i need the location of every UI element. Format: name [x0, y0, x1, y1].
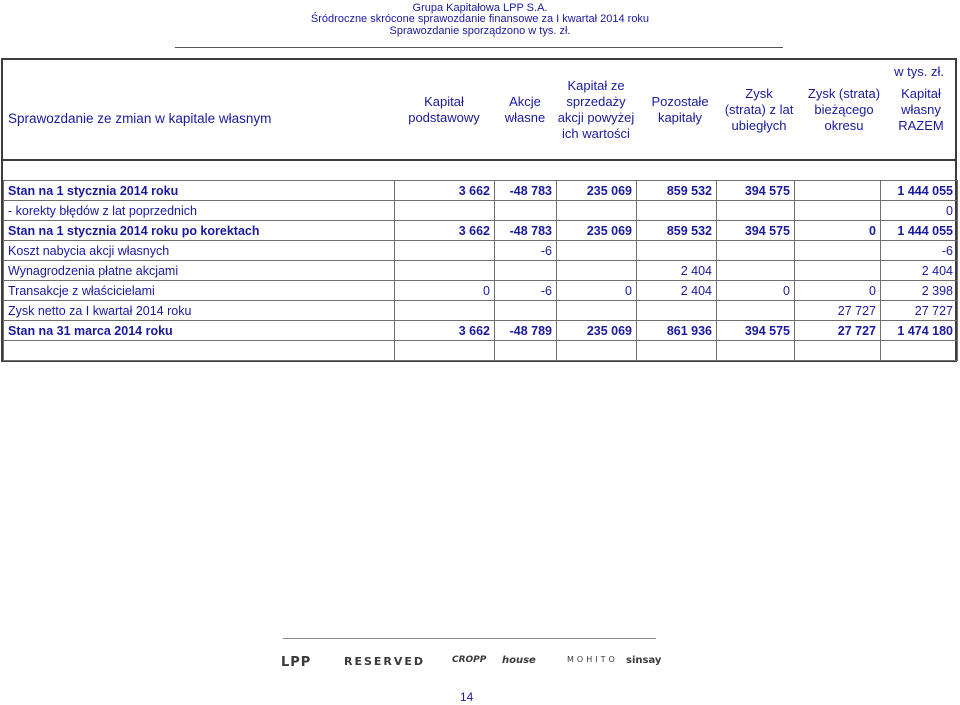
report-subtitle: Śródroczne skrócone sprawozdanie finansowe za I kwartał 2014 roku	[310, 13, 650, 25]
empty-cell	[637, 341, 717, 361]
cell-value	[717, 301, 795, 321]
empty-cell	[557, 341, 637, 361]
row-label: Transakcje z właścicielami	[4, 281, 395, 301]
cell-value	[637, 241, 717, 261]
cell-value	[717, 241, 795, 261]
cell-value: 0	[557, 281, 637, 301]
cell-value: 27 727	[795, 301, 881, 321]
col-header-share-capital: Kapitał podstawowy	[408, 94, 480, 125]
cell-value: -6	[881, 241, 958, 261]
cell-value	[717, 261, 795, 281]
table-row	[4, 221, 958, 241]
table-row	[4, 181, 958, 201]
reserved-logo: RESERVED	[344, 655, 426, 668]
cell-value	[395, 201, 495, 221]
cell-value	[495, 301, 557, 321]
cell-value: 1 444 055	[881, 221, 958, 241]
empty-cell	[495, 341, 557, 361]
cell-value	[395, 301, 495, 321]
cell-value: 394 575	[717, 321, 795, 341]
table-row	[4, 261, 958, 281]
cell-value: 859 532	[637, 181, 717, 201]
cell-value: 2 404	[881, 261, 958, 281]
cell-value	[557, 241, 637, 261]
cell-value: 1 444 055	[881, 181, 958, 201]
cell-value: -6	[495, 281, 557, 301]
report-currency-note: Sprawozdanie sporządzono w tys. zł.	[389, 25, 571, 37]
table-row	[4, 301, 958, 321]
cell-value: -48 783	[495, 181, 557, 201]
cell-value	[395, 241, 495, 261]
cell-value: 3 662	[395, 321, 495, 341]
cell-value: 235 069	[557, 181, 637, 201]
cell-value: 0	[795, 281, 881, 301]
cell-value: 3 662	[395, 181, 495, 201]
cell-value: -6	[495, 241, 557, 261]
cell-value	[795, 241, 881, 261]
cell-value: 394 575	[717, 181, 795, 201]
row-label: Wynagrodzenia płatne akcjami	[4, 261, 395, 281]
mohito-logo: MOHITO	[567, 655, 618, 664]
cell-value: 27 727	[795, 321, 881, 341]
report-company-title: Grupa Kapitałowa LPP S.A.	[412, 2, 548, 14]
cell-value: 3 662	[395, 221, 495, 241]
table-row-empty	[4, 341, 958, 361]
row-label: Zysk netto za I kwartał 2014 roku	[4, 301, 395, 321]
empty-cell	[795, 341, 881, 361]
lpp-logo: LPP	[281, 655, 312, 670]
cell-value	[557, 201, 637, 221]
cell-value: 0	[717, 281, 795, 301]
cell-value: 27 727	[881, 301, 958, 321]
cell-value: 2 404	[637, 261, 717, 281]
col-header-share-premium: Kapitał ze sprzedaży akcji powyżej ich wartości	[557, 78, 635, 141]
cell-value	[637, 201, 717, 221]
row-label: Stan na 1 stycznia 2014 roku po korektach	[4, 221, 395, 241]
statement-title: Sprawozdanie ze zmian w kapitale własnym	[8, 111, 272, 126]
empty-cell	[717, 341, 795, 361]
cell-value: 235 069	[557, 221, 637, 241]
cell-value	[495, 261, 557, 281]
cell-value: 1 474 180	[881, 321, 958, 341]
brand-logos-strip	[0, 655, 960, 671]
cell-value	[557, 301, 637, 321]
equity-changes-table	[3, 180, 958, 361]
col-header-current-profit: Zysk (strata) bieżącego okresu	[807, 86, 881, 133]
row-label: - korekty błędów z lat poprzednich	[4, 201, 395, 221]
cell-value: 2 398	[881, 281, 958, 301]
col-header-own-shares: Akcje własne	[504, 94, 546, 125]
cell-value	[395, 261, 495, 281]
cell-value: 859 532	[637, 221, 717, 241]
table-row	[4, 201, 958, 221]
cell-value: 0	[395, 281, 495, 301]
header-body-divider	[3, 159, 957, 161]
cell-value	[495, 201, 557, 221]
table-row	[4, 281, 958, 301]
cell-value	[795, 261, 881, 281]
cell-value: 861 936	[637, 321, 717, 341]
table-row	[4, 241, 958, 261]
row-label: Stan na 1 stycznia 2014 roku	[4, 181, 395, 201]
cell-value: 2 404	[637, 281, 717, 301]
row-label: Stan na 31 marca 2014 roku	[4, 321, 395, 341]
unit-label: w tys. zł.	[894, 64, 944, 79]
cell-value	[795, 181, 881, 201]
table-row	[4, 321, 958, 341]
cell-value: 235 069	[557, 321, 637, 341]
cell-value: 0	[881, 201, 958, 221]
col-header-total-equity: Kapitał własny RAZEM	[898, 86, 944, 133]
cropp-logo: CROPP	[452, 655, 487, 665]
cell-value	[717, 201, 795, 221]
sinsay-logo: sinsay	[626, 655, 662, 666]
cell-value: -48 789	[495, 321, 557, 341]
row-label: Koszt nabycia akcji własnych	[4, 241, 395, 261]
empty-cell	[395, 341, 495, 361]
col-header-other-capital: Pozostałe kapitały	[651, 94, 709, 125]
cell-value	[795, 201, 881, 221]
page-number: 14	[460, 690, 474, 704]
cell-value: 0	[795, 221, 881, 241]
empty-cell	[4, 341, 395, 361]
header-divider	[175, 47, 783, 48]
col-header-retained-earnings: Zysk (strata) z lat ubiegłych	[724, 86, 794, 133]
house-logo: house	[502, 655, 536, 666]
cell-value	[557, 261, 637, 281]
cell-value: 394 575	[717, 221, 795, 241]
footer-divider	[283, 638, 656, 639]
cell-value: -48 783	[495, 221, 557, 241]
cell-value	[637, 301, 717, 321]
empty-cell	[881, 341, 958, 361]
